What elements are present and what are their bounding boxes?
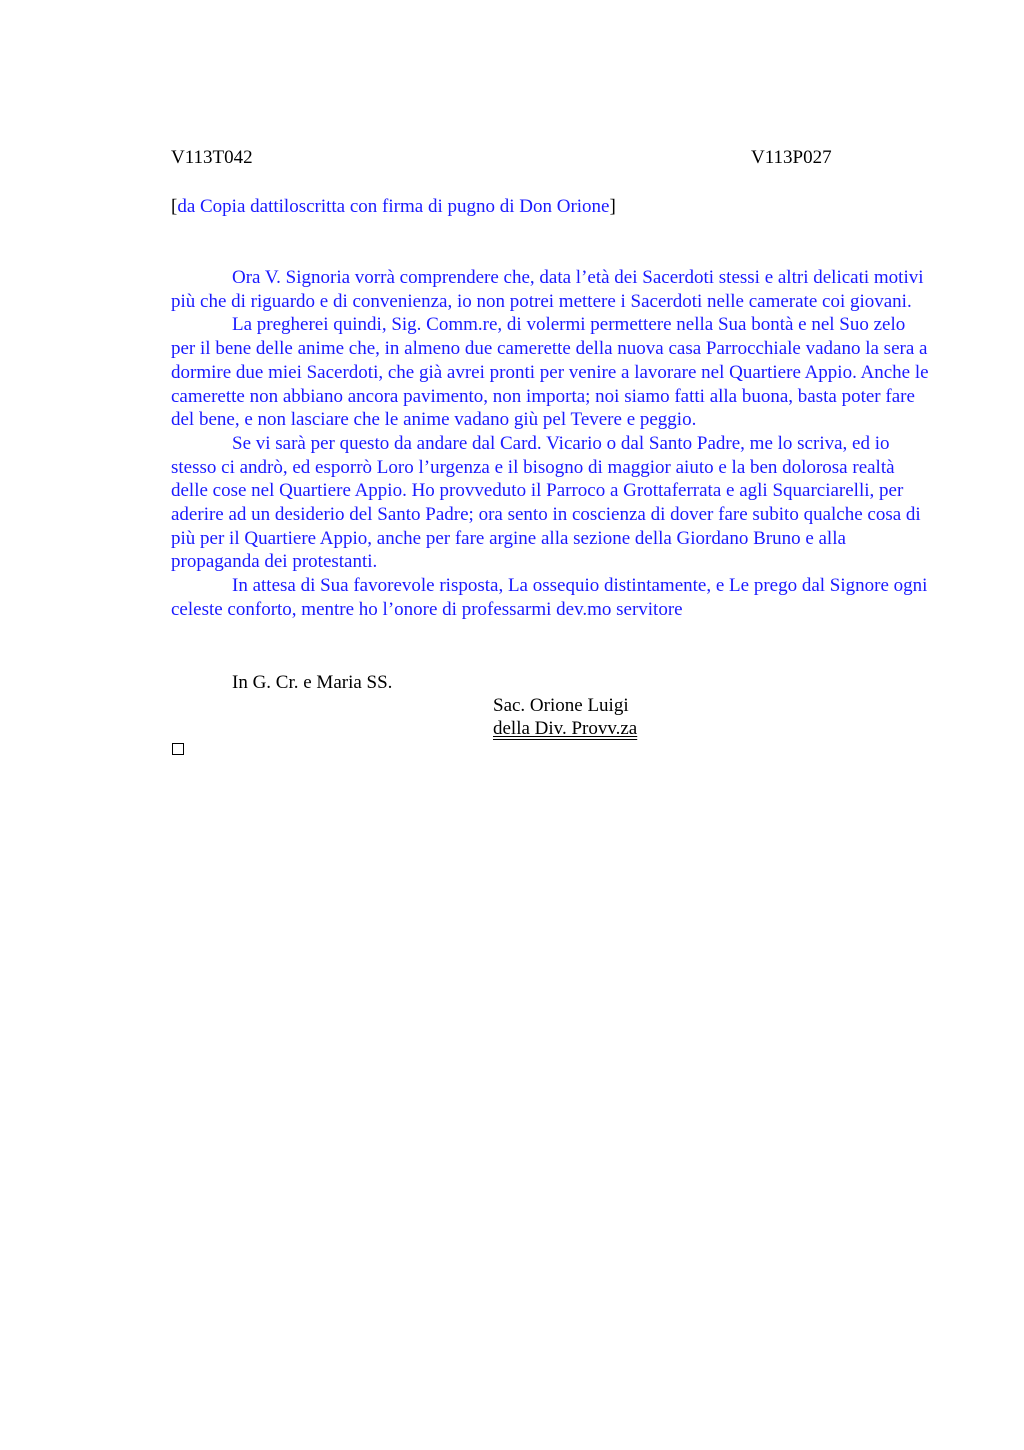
closing-salutation: In G. Cr. e Maria SS. (232, 672, 393, 693)
signature-title: della Div. Provv.za (493, 718, 638, 739)
document-code-left: V113T042 (171, 147, 253, 168)
source-note (171, 196, 616, 218)
signature-name: Sac. Orione Luigi (493, 695, 629, 716)
document-code-right: V113P027 (751, 147, 832, 168)
letter-paragraph: Ora V. Signoria vorrà comprendere che, data l’età dei Sacerdoti stessi e altri delicati motivi più che di riguardo e di convenienza, io non potrei mettere i Sacerdoti nelle camerate coi giovani. (171, 267, 924, 312)
source-note-close-bracket: ] (609, 196, 616, 217)
letter-paragraph: In attesa di Sua favorevole risposta, La ossequio distintamente, e Le prego dal Signore ogni celeste conforto, mentre ho l’onore di professarmi dev.mo servitore (171, 575, 928, 620)
end-marker-box-icon (172, 743, 184, 755)
letter-paragraph: La pregherei quindi, Sig. Comm.re, di volermi permettere nella Sua bontà e nel Suo zelo per il bene delle anime che, in almeno due camerette della nuova casa Parrocchiale vadano la sera a dormire due miei Sacerdoti, che già avrei pronti per venire a lavorare nel Quartiere Appio. Anche le camerette non abbiano ancora pavimento, non importa; noi siamo fatti alla buona, basta poter fare del bene, e non lasciare che le anime vadano giù pel Tevere e peggio. (171, 314, 929, 431)
source-note-open-bracket: [ (171, 196, 178, 217)
source-note-text: da Copia dattiloscritta con firma di pugno di Don Orione (177, 196, 610, 217)
letter-body (171, 266, 931, 622)
letter-paragraph: Se vi sarà per questo da andare dal Card. Vicario o dal Santo Padre, me lo scriva, ed io stesso ci andrò, ed esporrò Loro l’urgenza e il bisogno di maggior aiuto e la ben dolorosa realtà delle cose nel Quartiere Appio. Ho provveduto il Parroco a Grottaferrata e agli Squarciarelli, per aderire ad un desiderio del Santo Padre; ora sento in coscienza di dover fare subito qualche cosa di più per il Quartiere Appio, anche per fare argine alla sezione della Giordano Bruno e alla propaganda dei protestanti. (171, 432, 921, 573)
